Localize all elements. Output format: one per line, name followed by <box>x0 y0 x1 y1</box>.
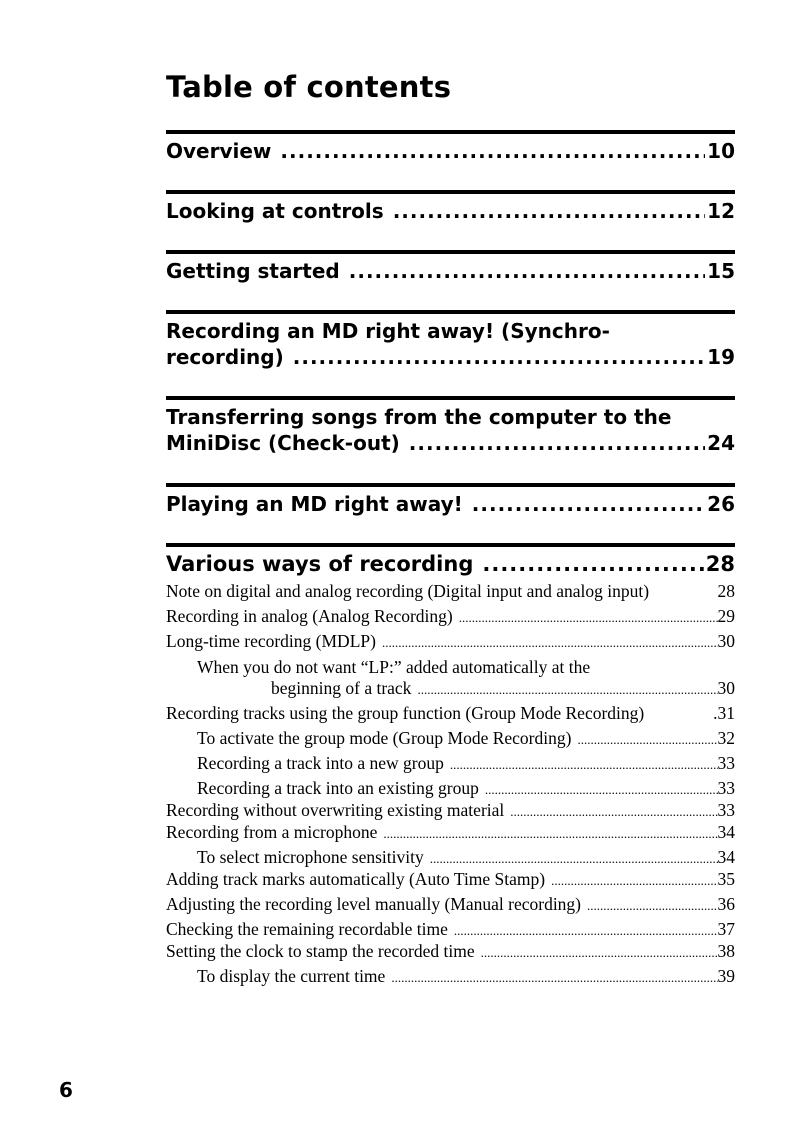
toc-entry-title: To select microphone sensitivity <box>197 847 424 867</box>
toc-page-number: 34 <box>717 822 735 842</box>
toc-entry-title: Adjusting the recording level manually (Manual recording) <box>166 894 582 914</box>
toc-entry-title: Note on digital and analog recording (Digital input and analog input) <box>166 581 650 601</box>
toc-line <box>166 822 735 844</box>
toc-line <box>166 198 735 224</box>
section-rule <box>166 310 735 314</box>
toc-entry-title: To activate the group mode (Group Mode Recording) <box>197 728 572 748</box>
dot-leader <box>454 920 718 941</box>
toc-page-number: 33 <box>717 800 735 820</box>
toc-page-number: 15 <box>707 259 735 283</box>
toc-entry-title: To display the current time <box>197 966 386 986</box>
toc-entry-title: Long-time recording (MDLP) <box>166 631 376 651</box>
dot-leader <box>382 632 718 653</box>
toc-subentry <box>166 894 735 916</box>
toc-section-title: Playing an MD right away! <box>166 492 463 516</box>
toc-line <box>166 606 735 628</box>
toc-page-number: 28 <box>705 552 735 576</box>
toc-page-number: 39 <box>717 966 735 986</box>
toc-subentry <box>166 941 735 963</box>
toc-section-title-line2: MiniDisc (Check-out) <box>166 431 400 455</box>
toc-page-number: 33 <box>717 753 735 773</box>
dot-leader <box>510 801 717 822</box>
page-number: 6 <box>59 1078 73 1102</box>
toc-subentry <box>166 606 735 628</box>
dot-leader <box>459 607 718 628</box>
dot-leader <box>481 942 718 963</box>
toc-subentry <box>166 753 735 775</box>
toc-page-number: 38 <box>717 941 735 961</box>
toc-section-title: Looking at controls <box>166 199 384 223</box>
dot-leader <box>391 967 717 988</box>
toc-page-number: 10 <box>707 139 735 163</box>
toc-section-title-line1: Recording an MD right away! (Synchro- <box>166 319 610 343</box>
toc-line <box>166 966 735 988</box>
toc-page-number: 19 <box>707 345 735 369</box>
section-rule <box>166 396 735 400</box>
toc-subentry <box>166 728 735 750</box>
toc-section-overview <box>166 138 735 164</box>
toc-entry-title: Setting the clock to stamp the recorded time <box>166 941 475 961</box>
toc-section-title: Overview <box>166 139 272 163</box>
toc-page-number: .31 <box>713 703 735 723</box>
toc-line <box>166 581 735 602</box>
dot-leader <box>349 258 705 284</box>
toc-page-number: 28 <box>717 581 735 601</box>
dot-leader <box>472 491 705 517</box>
dot-leader <box>551 870 717 891</box>
toc-line <box>166 258 735 284</box>
toc-line <box>166 778 735 800</box>
toc-line <box>166 728 735 750</box>
toc-line <box>166 941 735 963</box>
toc-line <box>166 869 735 891</box>
dot-leader <box>450 754 718 775</box>
toc-subentry <box>166 703 735 724</box>
toc-section-getting-started <box>166 258 735 284</box>
toc-section-playing <box>166 491 735 517</box>
toc-page-number: 37 <box>717 919 735 939</box>
dot-leader <box>417 679 717 700</box>
toc-page-number: 12 <box>707 199 735 223</box>
toc-subentry <box>166 581 735 602</box>
toc-line <box>166 847 735 869</box>
toc-section-title-line1: Transferring songs from the computer to the <box>166 405 672 429</box>
dot-leader <box>393 198 705 224</box>
toc-subentry <box>166 631 735 653</box>
toc-section-various-recording <box>166 551 735 577</box>
toc-line <box>166 138 735 164</box>
toc-line <box>166 631 735 653</box>
toc-section-title: Getting started <box>166 259 340 283</box>
toc-subentry <box>166 822 735 844</box>
page-title: Table of contents <box>166 70 452 104</box>
toc-page-number: 36 <box>717 894 735 914</box>
toc-entry-title: Recording a track into an existing group <box>197 778 479 798</box>
section-rule <box>166 130 735 134</box>
section-rule <box>166 483 735 487</box>
toc-page-number: 30 <box>717 678 735 698</box>
toc-subentry <box>166 966 735 988</box>
toc-section-title-line2: recording) <box>166 345 284 369</box>
toc-subentry <box>166 869 735 891</box>
toc-page-number: 33 <box>717 778 735 798</box>
toc-section-check-out <box>166 404 735 456</box>
dot-leader <box>280 138 705 164</box>
toc-entry-title: Adding track marks automatically (Auto Time Stamp) <box>166 869 546 889</box>
toc-line <box>166 678 735 700</box>
dot-leader <box>430 848 718 869</box>
toc-line <box>166 919 735 941</box>
toc-line <box>166 344 735 370</box>
toc-entry-title: Recording a track into a new group <box>197 753 444 773</box>
toc-line <box>166 551 735 577</box>
dot-leader <box>587 895 717 916</box>
toc-subentry <box>166 847 735 869</box>
dot-leader <box>293 344 705 370</box>
toc-page-number: 24 <box>707 431 735 455</box>
toc-section-synchro-recording <box>166 318 735 370</box>
toc-page-number: 32 <box>717 728 735 748</box>
toc-section-looking-at-controls <box>166 198 735 224</box>
dot-leader <box>482 551 703 577</box>
section-rule <box>166 190 735 194</box>
toc-subentry <box>166 919 735 941</box>
toc-entry-title: Recording in analog (Analog Recording) <box>166 606 453 626</box>
toc-subentry <box>166 800 735 822</box>
toc-page-number: 35 <box>717 869 735 889</box>
toc-page-number: 34 <box>717 847 735 867</box>
section-rule <box>166 543 735 547</box>
toc-page-number: 26 <box>707 492 735 516</box>
section-rule <box>166 250 735 254</box>
toc-page-number: 29 <box>717 606 735 626</box>
toc-entry-title: Recording from a microphone <box>166 822 378 842</box>
toc-entry-title-line1: When you do not want “LP:” added automatically at the <box>197 657 591 677</box>
toc-subentry <box>166 657 735 700</box>
toc-entry-title: Checking the remaining recordable time <box>166 919 448 939</box>
dot-leader <box>577 729 717 750</box>
toc-entry-title-line2: beginning of a track <box>271 678 412 698</box>
toc-entry-title: Recording without overwriting existing material <box>166 800 505 820</box>
toc-line <box>166 753 735 775</box>
toc-subentry <box>166 778 735 800</box>
toc-line <box>166 800 735 822</box>
toc-line <box>166 491 735 517</box>
toc-section-title: Various ways of recording <box>166 552 474 576</box>
dot-leader <box>383 823 717 844</box>
dot-leader <box>485 779 718 800</box>
toc-entry-title: Recording tracks using the group function (Group Mode Recording) <box>166 703 645 723</box>
toc-line <box>166 894 735 916</box>
toc-line <box>166 430 735 456</box>
toc-line <box>166 703 735 724</box>
dot-leader <box>409 430 705 456</box>
toc-page-number: 30 <box>717 631 735 651</box>
